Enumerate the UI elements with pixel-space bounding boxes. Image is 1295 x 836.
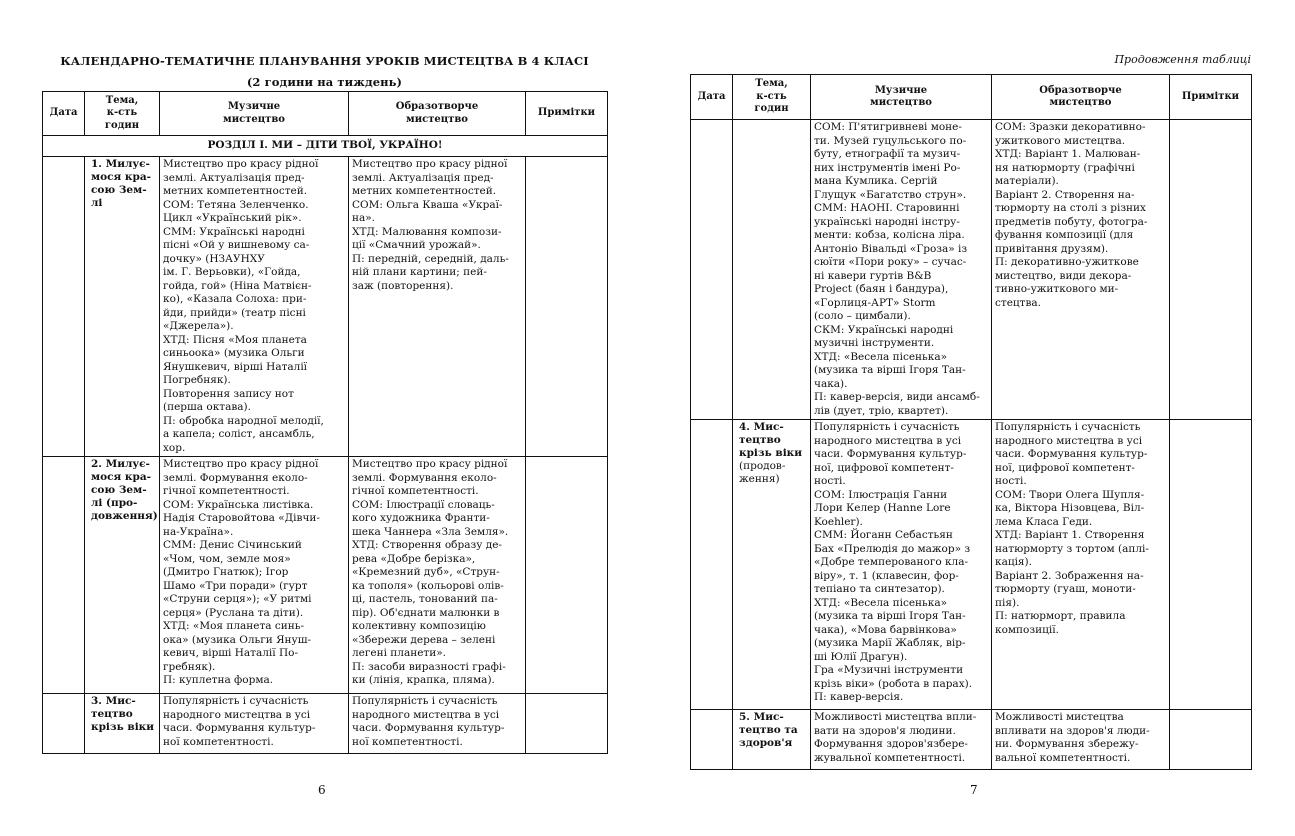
header-notes: Примітки: [1170, 75, 1252, 120]
date-cell: [691, 120, 733, 420]
table-row: [43, 457, 608, 694]
header-music: Музичне мистецтво: [811, 75, 992, 120]
section-title: РОЗДІЛ І. МИ – ДІТИ ТВОЇ, УКРАЇНО!: [43, 136, 608, 157]
visual-cell: Можливості мистецтва впливати на здоров'я люди- ни. Формування збережу- вальної компетентності.: [992, 710, 1170, 770]
table-header-row: [43, 92, 608, 136]
header-date: Дата: [691, 75, 733, 120]
header-topic: Тема, к-сть годин: [85, 92, 160, 136]
header-topic: Тема, к-сть годин: [733, 75, 811, 120]
table-row: [691, 120, 1252, 420]
topic-cell: 5. Мис- тецтво та здоров'я: [733, 710, 811, 770]
table-header-row: [691, 75, 1252, 120]
music-cell: СОМ: П'ятигривневі моне- ти. Музей гуцульського по- буту, етнографії та музич- них інструментів імені Ро- мана Кумлика. Сергій Глущук «Багатство струн». СММ: НАОНІ. Старовинні українські народні інстру- менти: кобза, колісна ліра. Антоніо Вівальді «Гроза» із сюїти «Пори року» – сучас- ні кавери гуртів B&B Project (баян і бандура), «Горлиця-АРТ» Storm (соло – цимбали). СКМ: Українські народні музичні інструменти. ХТД: «Весела пісенька» (музика та вірші Ігоря Тан- чака). П: кавер-версія, види ансамб- лів (дует, тріо, квартет).: [811, 120, 992, 420]
visual-cell: СОМ: Зразки декоративно- ужиткового мистецтва. ХТД: Варіант 1. Малюван- ня натюрморту (графічні матеріали). Варіант 2. Створення на- тюрморту на столі з різних предметів побуту, фотогра- фування композиції (для привітання друзям). П: декоративно-ужиткове мистецтво, види декора- тивно-ужиткового ми- стецтва.: [992, 120, 1170, 420]
header-visual: Образотворче мистецтво: [992, 75, 1170, 120]
topic-title: 4. Мис- тецтво крізь віки: [739, 421, 803, 459]
page-title: КАЛЕНДАРНО-ТЕМАТИЧНЕ ПЛАНУВАННЯ УРОКІВ МИСТЕЦТВА В 4 КЛАСІ: [60, 54, 589, 68]
visual-cell: Мистецтво про красу рідної землі. Формування еколо- гічної компетентності. СОМ: Ілюстрації словаць- кого художника Франти- шека Чаннера «Зла Земля». ХТД: Створення образу де- рева «Добре берізка», «Кремезний дуб», «Струн- ка тополя» (кольорові олів- ці, пастель, тонований па- пір). Об'єднати малюнки в колективну композицію «Збережи дерева – зелені легені планети». П: засоби виразності графі- ки (лінія, крапка, пляма).: [349, 457, 526, 694]
notes-cell: [526, 694, 608, 754]
table-row: [691, 710, 1252, 770]
music-cell: Можливості мистецтва впли- вати на здоров'я людини. Формування здоров'язбере- жувальної компетентності.: [811, 710, 992, 770]
table-row: [43, 157, 608, 457]
music-cell: Популярність і сучасність народного мистецтва в усі часи. Формування культур- ної, цифрової компетент- ності. СОМ: Ілюстрація Ганни Лори Келер (Hanne Lore Koehler). СММ: Йоганн Себастьян Бах «Прелюдія до мажор» з «Добре темперованого кла- віру», т. 1 (клавесин, фор- тепіано та синтезатор). ХТД: «Весела пісенька» (музика та вірші Ігоря Тан- чака), «Мова барвінкова» (музика Марії Жабляк, вір- ші Юлії Драгун). Гра «Музичні інструменти крізь віки» (робота в парах). П: кавер-версія.: [811, 420, 992, 710]
music-cell: Мистецтво про красу рідної землі. Актуалізація пред- метних компетентностей. СОМ: Тетяна Зеленченко. Цикл «Український рік». СММ: Українські народні пісні «Ой у вишневому са- дочку» (НЗАУНХУ ім. Г. Верьовки), «Гойда, гойда, гой» (Ніна Матвієн- ко), «Казала Солоха: при- йди, прийди» (театр пісні «Джерела»). ХТД: Пісня «Моя планета синьоока» (музика Ольги Янушкевич, вірші Наталії Погребняк). Повторення запису нот (перша октава). П: обробка народної мелодії, а капела; соліст, ансамбль, хор.: [160, 157, 349, 457]
plan-table-right: [690, 74, 1252, 770]
header-music: Музичне мистецтво: [160, 92, 349, 136]
topic-cell: [733, 120, 811, 420]
date-cell: [43, 157, 85, 457]
notes-cell: [1170, 710, 1252, 770]
topic-cell: [733, 420, 811, 710]
notes-cell: [526, 157, 608, 457]
date-cell: [691, 420, 733, 710]
header-visual: Образотворче мистецтво: [349, 92, 526, 136]
date-cell: [691, 710, 733, 770]
page-number: 6: [318, 783, 326, 797]
table-row: [43, 694, 608, 754]
topic-cell: 1. Милує- мося кра- сою Зем- лі: [85, 157, 160, 457]
topic-cell: 2. Милує- мося кра- сою Зем- лі (про- довження): [85, 457, 160, 694]
visual-cell: Популярність і сучасність народного мистецтва в усі часи. Формування культур- ної, цифрової компетент- ності. СОМ: Твори Олега Шупля- ка, Віктора Нізовцева, Віл- лема Класа Геди. ХТД: Варіант 1. Створення натюрморту з тортом (аплі- кація). Варіант 2. Зображення на- тюрморту (гуаш, моноти- пія). П: натюрморт, правила композиції.: [992, 420, 1170, 710]
notes-cell: [1170, 420, 1252, 710]
topic-continuation: (продов- ження): [739, 460, 786, 485]
topic-cell: 3. Мис- тецтво крізь віки: [85, 694, 160, 754]
plan-table-left: [42, 91, 608, 754]
notes-cell: [526, 457, 608, 694]
table-row: [691, 420, 1252, 710]
page-subtitle: (2 години на тиждень): [246, 75, 403, 89]
date-cell: [43, 457, 85, 694]
music-cell: Популярність і сучасність народного мистецтва в усі часи. Формування культур- ної компетентності.: [160, 694, 349, 754]
header-date: Дата: [43, 92, 85, 136]
header-notes: Примітки: [526, 92, 608, 136]
visual-cell: Мистецтво про красу рідної землі. Актуалізація пред- метних компетентностей. СОМ: Ольга Кваша «Украї- на». ХТД: Малювання компози- ції «Смачний урожай». П: передній, середній, даль- ній плани картини; пей- заж (повторення).: [349, 157, 526, 457]
notes-cell: [1170, 120, 1252, 420]
page-number: 7: [970, 783, 978, 797]
visual-cell: Популярність і сучасність народного мистецтва в усі часи. Формування культур- ної компетентності.: [349, 694, 526, 754]
music-cell: Мистецтво про красу рідної землі. Формування еколо- гічної компетентності. СОМ: Українська лиcтівка. Надія Старовойтова «Дівчи- на-Україна». СММ: Денис Січинський «Чом, чом, земле моя» (Дмитро Гнатюк); Ігор Шамо «Три поради» (гурт «Струни серця»); «У ритмі серця» (Руслана та діти). ХТД: «Моя планета синь- ока» (музика Ольги Януш- кевич, вірші Наталії По- гребняк). П: куплетна форма.: [160, 457, 349, 694]
date-cell: [43, 694, 85, 754]
continuation-note: Продовження таблиці: [1114, 53, 1251, 66]
section-row: [43, 136, 608, 157]
